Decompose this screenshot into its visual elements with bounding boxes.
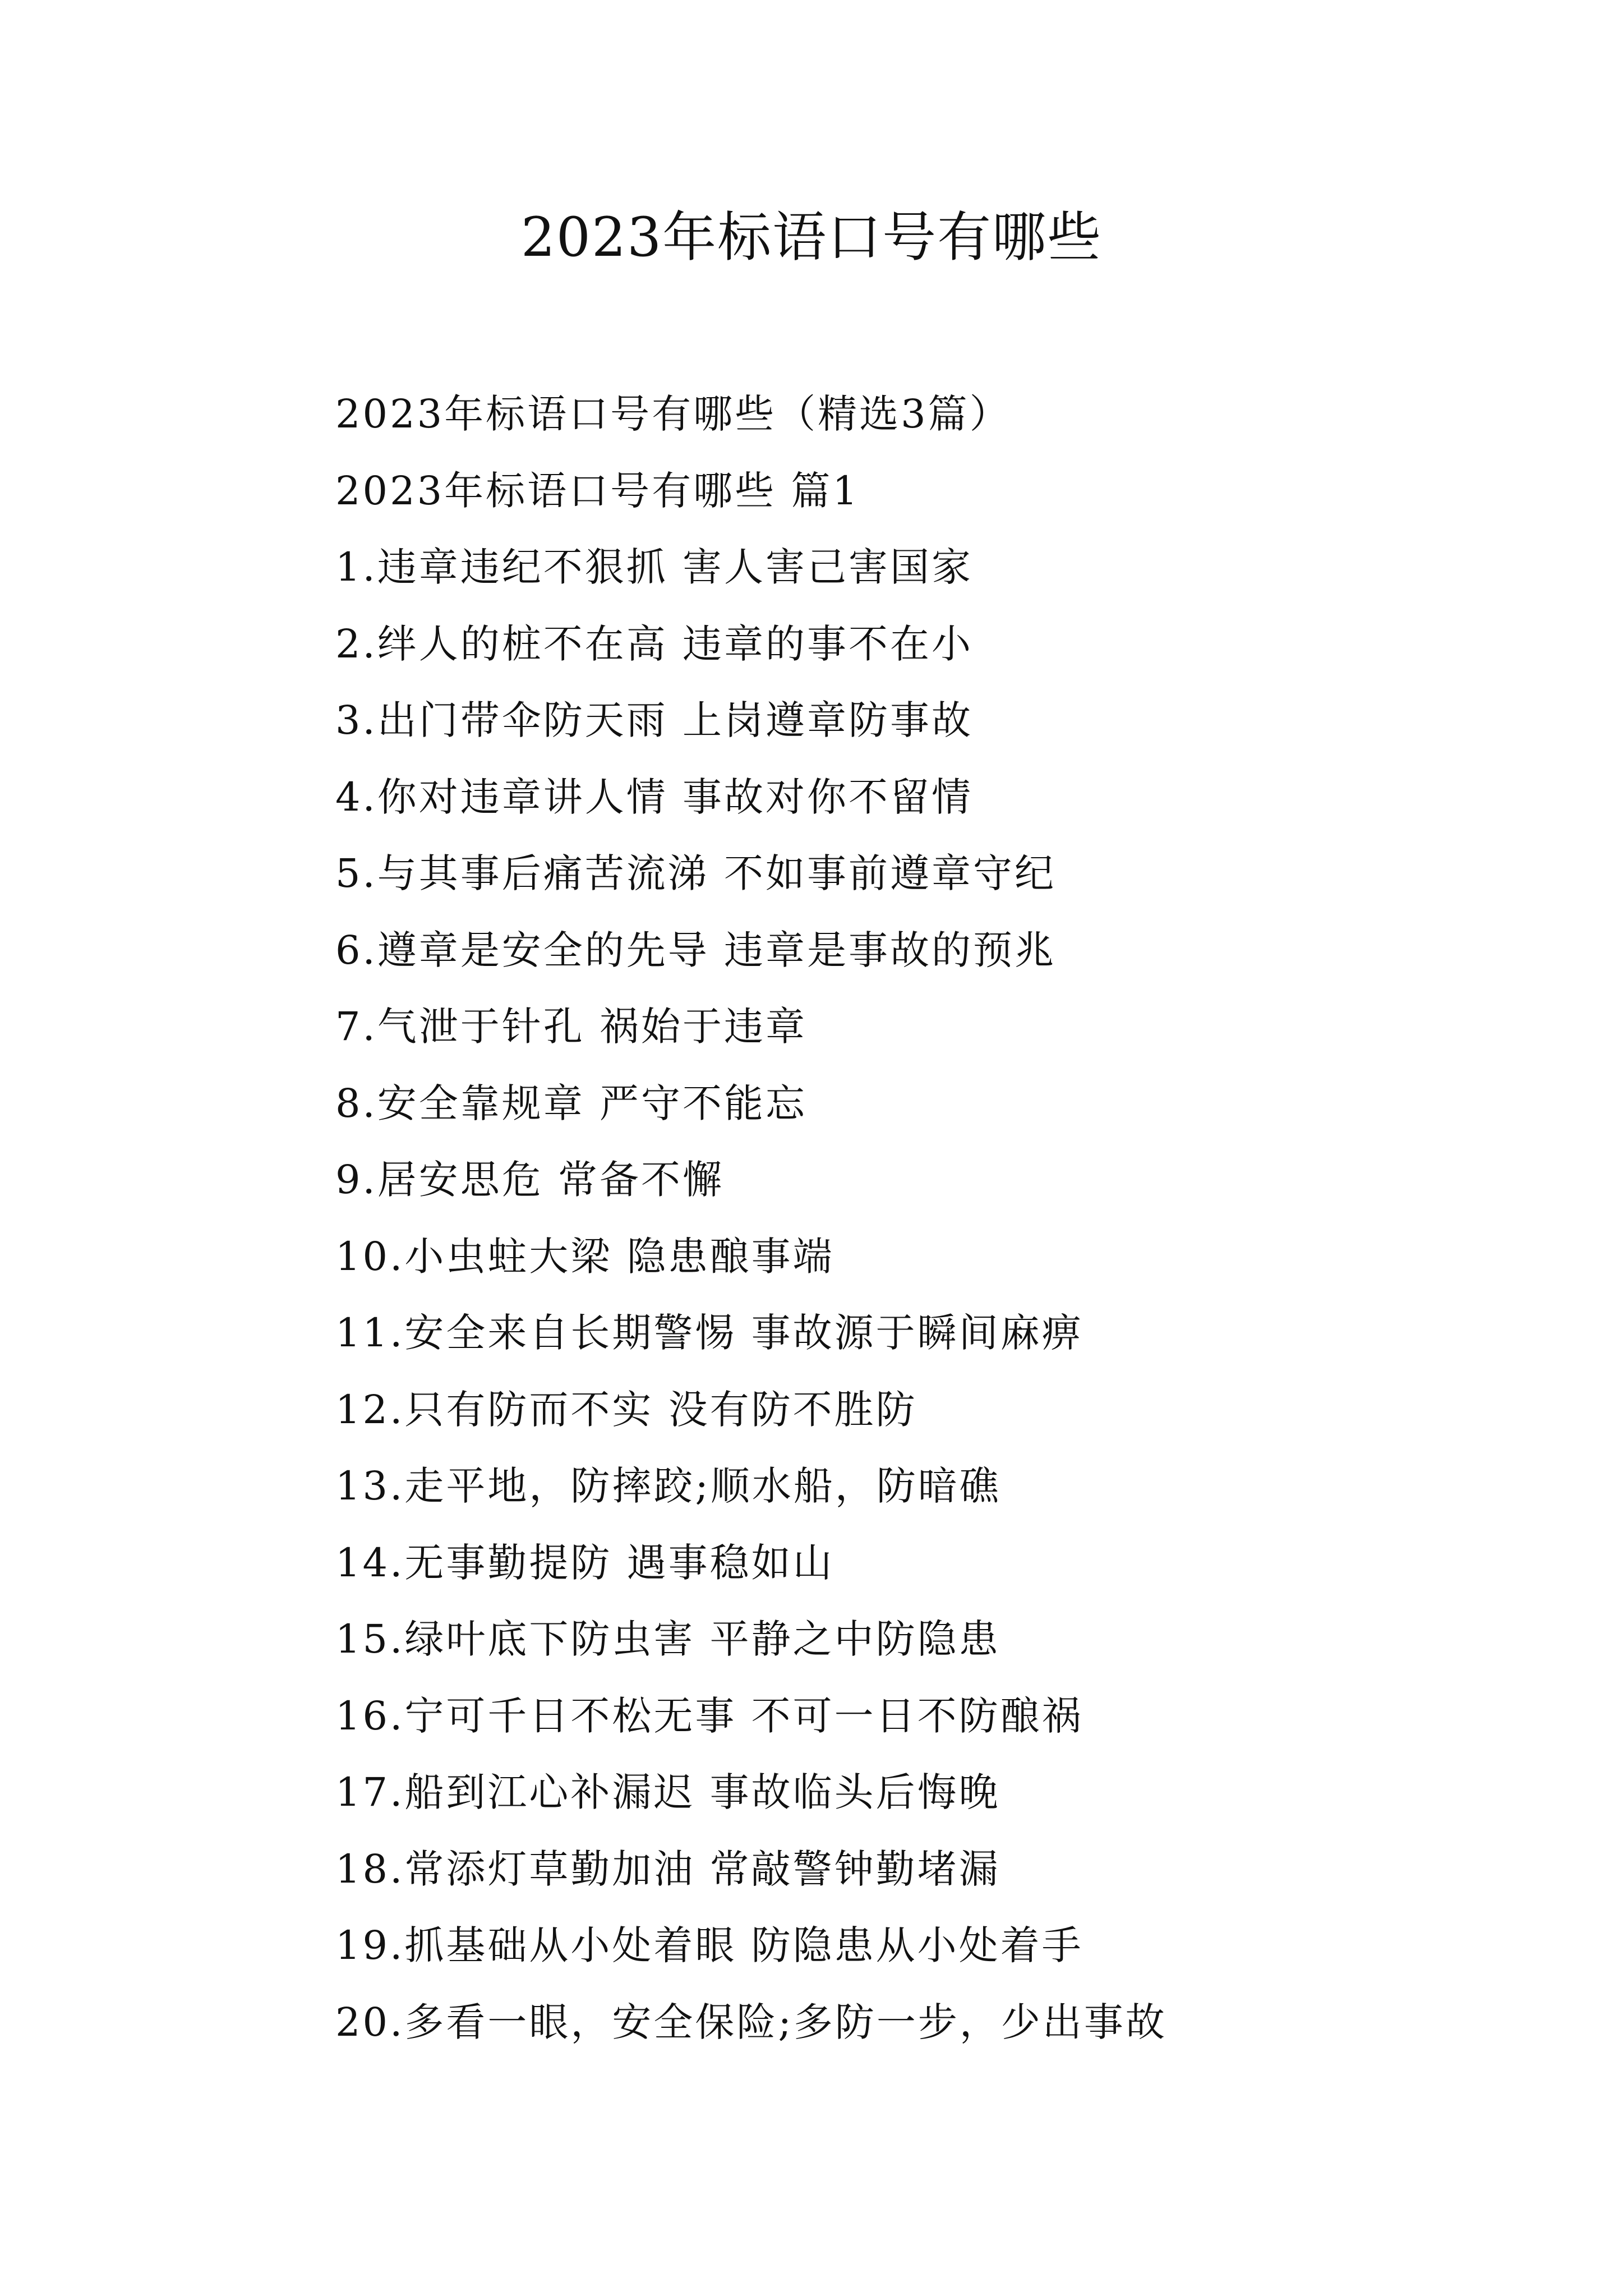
- slogan-item: 15.绿叶底下防虫害 平静之中防隐患: [335, 1616, 1000, 1662]
- document-title: 2023年标语口号有哪些: [520, 206, 1103, 269]
- slogan-item: 10.小虫蛀大梁 隐患酿事端: [335, 1233, 834, 1280]
- slogan-item: 7.气泄于针孔 祸始于违章: [335, 1004, 808, 1050]
- slogan-item: 6.遵章是安全的先导 违章是事故的预兆: [335, 927, 1057, 973]
- document-subtitle: 2023年标语口号有哪些（精选3篇）: [335, 391, 1011, 437]
- slogan-item: 8.安全靠规章 严守不能忘: [335, 1080, 808, 1126]
- slogan-item: 1.违章违纪不狠抓 害人害己害国家: [335, 544, 974, 590]
- section-heading: 2023年标语口号有哪些 篇1: [335, 467, 860, 514]
- slogan-item: 13.走平地，防摔跤;顺水船，防暗礁: [335, 1463, 1001, 1509]
- document-body: [335, 376, 1569, 2060]
- slogan-item: 17.船到江心补漏迟 事故临头后悔晚: [335, 1769, 1000, 1815]
- slogan-item: 9.居安思危 常备不懈: [335, 1157, 725, 1203]
- slogan-item: 20.多看一眼，安全保险;多防一步，少出事故: [335, 1999, 1167, 2045]
- slogan-item: 5.与其事后痛苦流涕 不如事前遵章守纪: [335, 850, 1057, 896]
- slogan-item: 14.无事勤提防 遇事稳如山: [335, 1539, 834, 1586]
- slogan-item: 12.只有防而不实 没有防不胜防: [335, 1386, 917, 1433]
- slogan-item: 16.宁可千日不松无事 不可一日不防酿祸: [335, 1692, 1083, 1739]
- slogan-item: 4.你对违章讲人情 事故对你不留情: [335, 774, 974, 820]
- slogan-item: 18.常添灯草勤加油 常敲警钟勤堵漏: [335, 1846, 1000, 1892]
- slogan-item: 2.绊人的桩不在高 违章的事不在小: [335, 620, 974, 667]
- slogan-item: 19.抓基础从小处着眼 防隐患从小处着手: [335, 1922, 1083, 1968]
- slogan-item: 3.出门带伞防天雨 上岗遵章防事故: [335, 697, 974, 743]
- slogan-item: 11.安全来自长期警惕 事故源于瞬间麻痹: [335, 1310, 1083, 1356]
